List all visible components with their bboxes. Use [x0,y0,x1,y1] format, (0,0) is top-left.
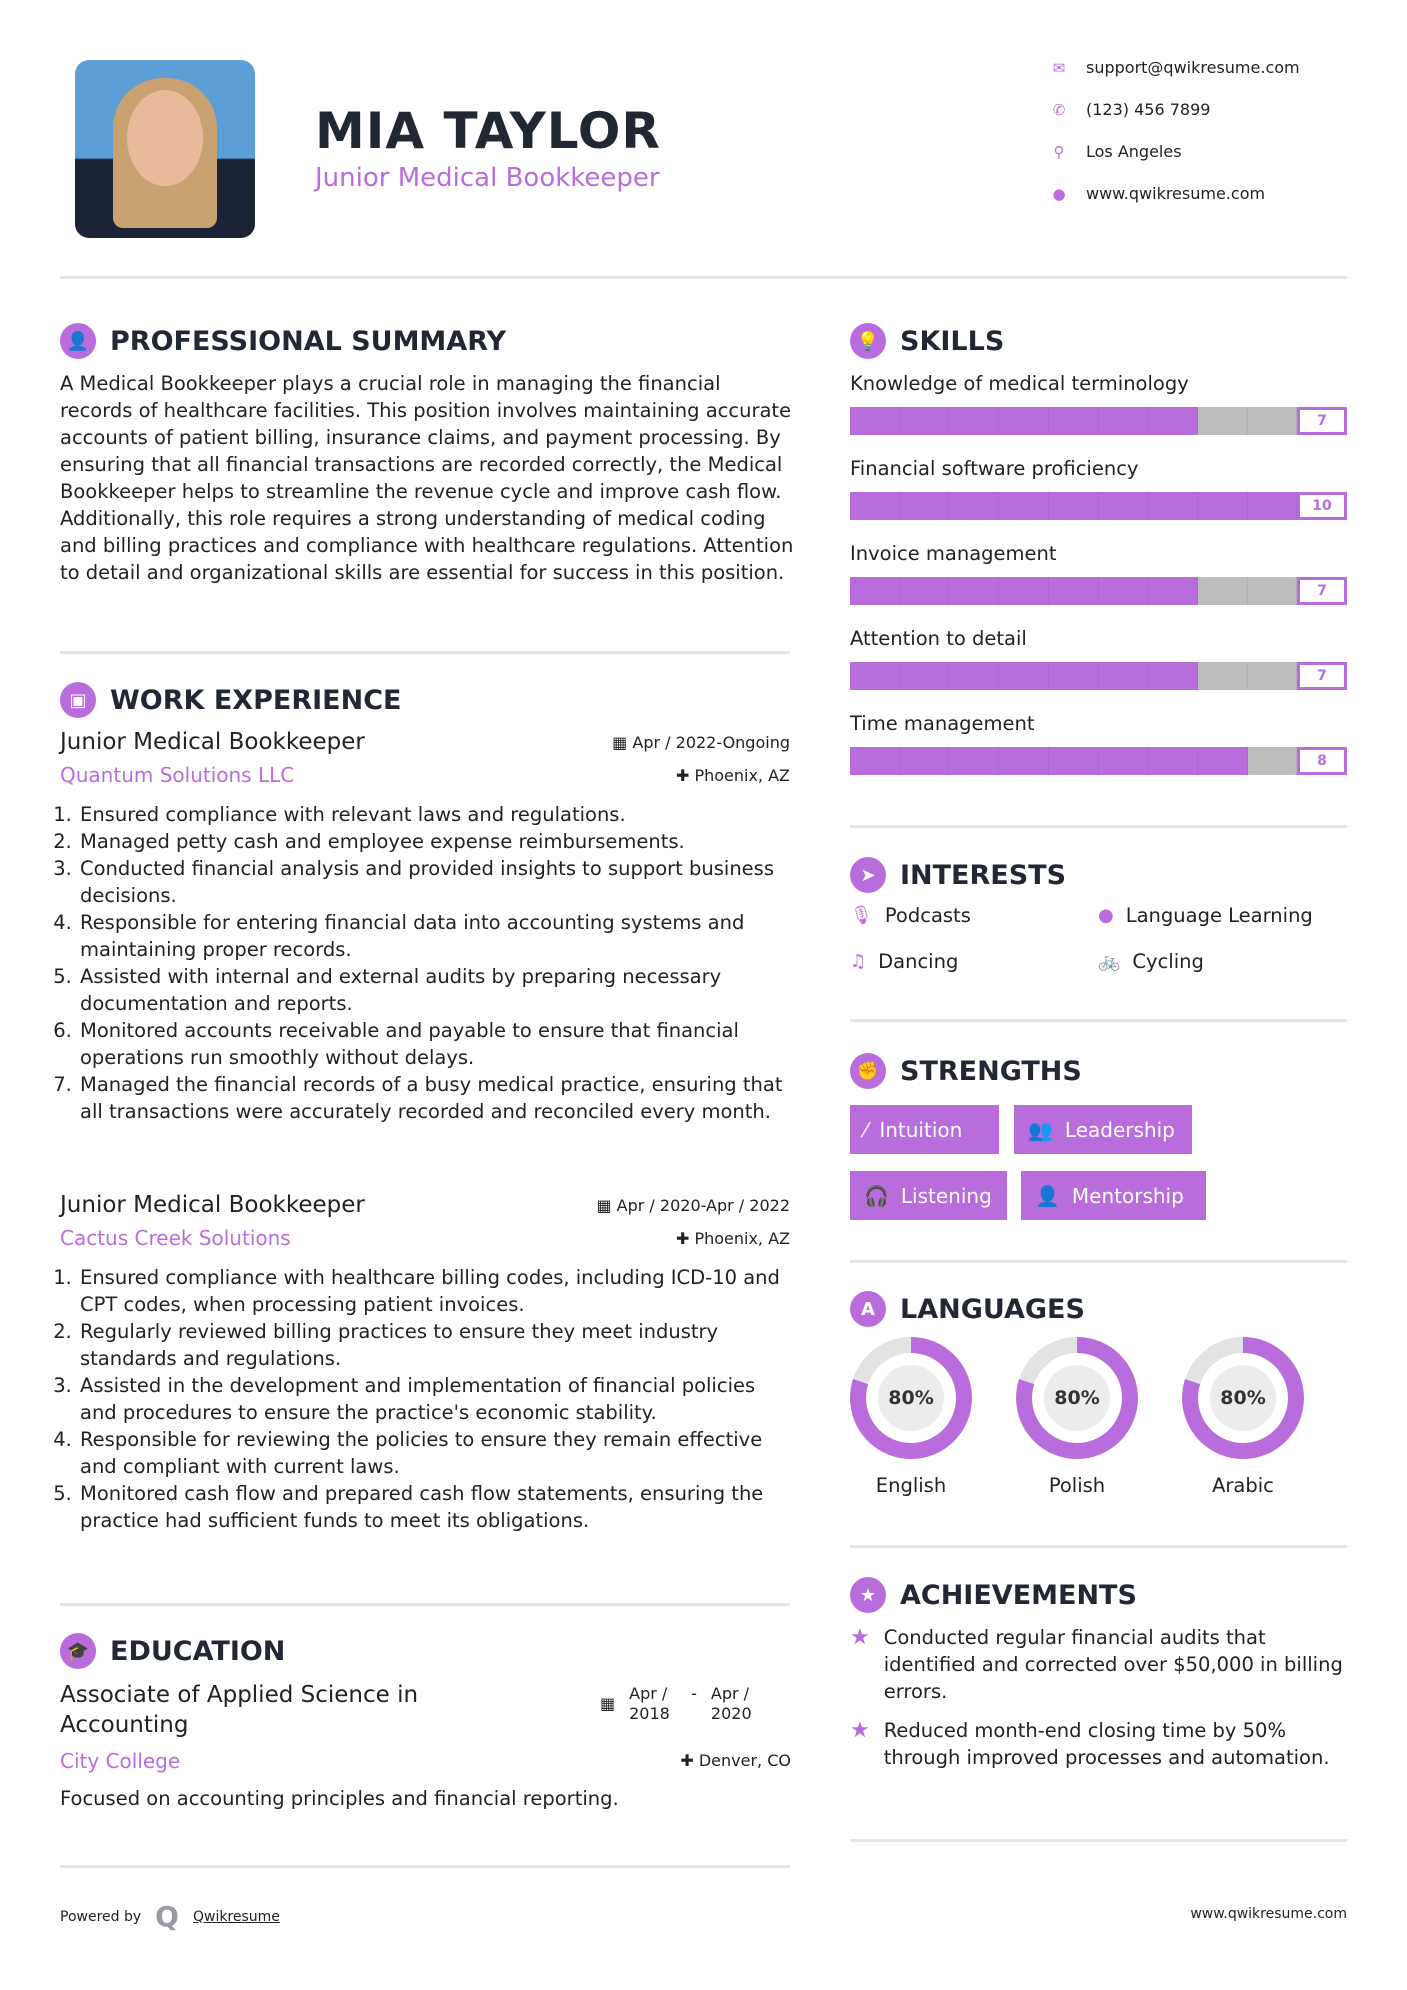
bar-segment [949,662,999,690]
interest-label: Cycling [1132,950,1204,973]
bar-segment [1148,577,1198,605]
bar-segment [1148,662,1198,690]
tag-label: Listening [900,1183,992,1208]
skill-item [850,712,1347,775]
strength-tag [850,1105,999,1154]
interest-item [850,950,958,973]
skill-bar [850,577,1347,605]
map-pin-icon: ⚲ [1053,142,1065,161]
bar-segment [1248,662,1298,690]
list-item: 2. Managed petty cash and employee expense reimbursements. [78,828,790,855]
start-date: Apr / 2018 [629,1684,670,1723]
school-name: City College [60,1749,181,1773]
bar-segment [900,407,950,435]
list-item: 5. Assisted with internal and external audits by preparing necessary documentation and reports. [78,963,790,1017]
summary-heading [60,323,506,359]
pushpin-icon: ✚ [675,765,690,785]
contact-location [1050,142,1182,161]
skill-bar [850,662,1347,690]
footer-powered [60,1900,280,1933]
bar-segment [949,577,999,605]
language-percent: 80% [1044,1365,1110,1431]
job-title: Junior Medical Bookkeeper [60,729,365,755]
star-icon: ★ [850,1718,870,1743]
bar-segment [1198,747,1248,775]
bar-segment [1148,747,1198,775]
company-name: Cactus Creek Solutions [60,1226,291,1250]
summary-text: A Medical Bookkeeper plays a crucial role in managing the financial records of healthcare facilities. This position involves maintaining accurate accounts of patient billing, insurance claims, and payment processing. By ensuring that all financial transactions are recorded correctly, the Medical Bookkeeper helps to streamline the revenue cycle and improve cash flow. Additionally, this role requires a strong understanding of medical coding and billing practices and compliance with healthcare regulations. Attention to detail and organizational skills are essential for success in this position. [60,372,794,584]
bar-segment [850,577,900,605]
language-name: Polish [1048,1474,1106,1497]
phone-icon: ✆ [1052,100,1066,119]
skill-level: 7 [1297,662,1347,690]
bar-segment [1099,662,1149,690]
globe-icon: ● [1098,905,1114,926]
bar-segment [999,577,1049,605]
bar-segment [850,492,900,520]
list-item: 5. Monitored cash flow and prepared cash flow statements, ensuring the practice had sufficient funds to meet its obligations. [78,1480,790,1534]
calendar-icon: ▦ [600,1694,616,1713]
skill-bar [850,407,1347,435]
calendar-icon: ▦ [596,1195,612,1215]
achievement-text: Conducted regular financial audits that identified and corrected over $50,000 in billing errors. [883,1626,1343,1703]
contact-text: (123) 456 7899 [1086,100,1211,119]
bar-segment [949,747,999,775]
job-bullets [60,1264,790,1534]
date-separator: - [691,1684,697,1703]
skill-item [850,542,1347,605]
skill-bar [850,747,1347,775]
bar-segment [1148,407,1198,435]
heading-text: WORK EXPERIENCE [110,684,402,716]
bar-segment [1198,577,1248,605]
bar-segment [999,492,1049,520]
bar-segment [949,407,999,435]
skill-level: 7 [1297,577,1347,605]
bicycle-icon: 🚲 [1098,951,1121,972]
bar-segment [1248,577,1298,605]
divider [60,276,1347,279]
divider [60,1603,790,1606]
job-title: Junior Medical Bookkeeper [60,1192,365,1218]
skill-name: Financial software proficiency [850,457,1139,480]
language-donut [850,1337,972,1459]
pushpin-icon: ✚ [680,1751,694,1770]
star-badge-icon: ★ [850,1577,886,1613]
interest-label: Podcasts [884,904,971,927]
job-location [676,766,790,785]
skill-level: 7 [1297,407,1347,435]
job-bullets [60,801,790,1125]
contact-email [1050,58,1300,77]
heading-text: PROFESSIONAL SUMMARY [110,325,507,357]
skill-name: Attention to detail [850,627,1027,650]
qwikresume-logo-icon: Q [155,1900,179,1933]
bar-segment [999,407,1049,435]
skill-name: Time management [850,712,1035,735]
strength-tag [1014,1105,1192,1154]
interests-heading [850,857,1066,893]
qwikresume-link[interactable]: Qwikresume [192,1908,280,1925]
contact-website [1050,184,1265,203]
list-item: 1. Ensured compliance with relevant laws and regulations. [78,801,790,828]
achievement-text: Reduced month-end closing time by 50% through improved processes and automation. [883,1719,1330,1769]
graduate-icon: 🎓 [60,1633,96,1669]
bar-segment [1049,492,1099,520]
footer-website[interactable]: www.qwikresume.com [1190,1906,1347,1922]
bar-segment [999,747,1049,775]
candidate-title: Junior Medical Bookkeeper [315,163,660,193]
education-description: Focused on accounting principles and financial reporting. [60,1787,619,1810]
bar-segment [1248,492,1298,520]
job-date [596,1196,790,1215]
heading-text: INTERESTS [900,859,1067,891]
interest-label: Language Learning [1125,904,1313,927]
contact-text: support@qwikresume.com [1086,58,1300,77]
bar-segment [850,747,900,775]
lightbulb-icon: 💡 [850,323,886,359]
bar-segment [850,407,900,435]
achievements-heading [850,1577,1137,1613]
divider [60,1865,790,1868]
bar-segment [1248,747,1298,775]
microphone-icon: 🎙 [850,905,873,926]
user-plus-icon: 👤 [1035,1183,1060,1208]
calendar-icon: ▦ [612,732,628,752]
strength-tag [850,1171,1007,1220]
bar-segment [1148,492,1198,520]
bar-segment [1198,407,1248,435]
envelope-icon: ✉ [1052,58,1066,77]
bar-segment [850,662,900,690]
experience-heading [60,682,401,718]
users-icon: 👥 [1028,1117,1053,1142]
strength-tag [1021,1171,1206,1220]
bar-segment [900,492,950,520]
list-item: 4. Responsible for reviewing the policies to ensure they remain effective and compliant with current laws. [78,1426,790,1480]
star-icon: ★ [850,1625,870,1650]
job-location [676,1229,790,1248]
music-icon: ♫ [850,951,867,972]
heading-text: EDUCATION [110,1635,286,1667]
interest-item [850,904,971,927]
divider [60,651,790,654]
divider [850,1019,1347,1022]
language-name: Arabic [1212,1474,1274,1497]
skill-item [850,457,1347,520]
language-name: English [875,1474,947,1497]
tag-label: Leadership [1064,1117,1175,1142]
bar-segment [949,492,999,520]
degree-title: Associate of Applied Science in Accounting [60,1682,419,1738]
date-text: Apr / 2020-Apr / 2022 [616,1195,790,1215]
tag-label: Mentorship [1071,1183,1184,1208]
date-text: Apr / 2022-Ongoing [632,732,790,752]
globe-icon: ● [1052,184,1066,203]
skill-name: Invoice management [850,542,1057,565]
skill-level: 10 [1297,492,1347,520]
list-item: 3. Conducted financial analysis and provided insights to support business decisions. [78,855,790,909]
list-item: 6. Monitored accounts receivable and payable to ensure that financial operations run smoothly without delays. [78,1017,790,1071]
education-location [680,1751,791,1770]
list-item: 7. Managed the financial records of a busy medical practice, ensuring that all transactions were accurately recorded and reconciled every month. [78,1071,790,1125]
contact-phone [1050,100,1210,119]
list-item: 4. Responsible for entering financial data into accounting systems and maintaining proper records. [78,909,790,963]
contact-text: Los Angeles [1086,142,1182,161]
end-date: Apr / 2020 [710,1684,752,1723]
interest-item [1098,950,1204,973]
bar-segment [1099,492,1149,520]
strengths-heading [850,1053,1082,1089]
headphones-icon: 🎧 [864,1183,889,1208]
bar-segment [1099,577,1149,605]
candidate-name: MIA TAYLOR [315,102,661,160]
list-item: 1. Ensured compliance with healthcare billing codes, including ICD-10 and CPT codes, when processing patient invoices. [78,1264,790,1318]
job-entry [60,729,790,1125]
bar-segment [1248,407,1298,435]
skill-level: 8 [1297,747,1347,775]
company-name: Quantum Solutions LLC [60,763,295,787]
bar-segment [1099,407,1149,435]
interest-label: Dancing [878,950,959,973]
magic-wand-icon: ⁄ [864,1117,868,1142]
bar-segment [1049,747,1099,775]
bar-segment [900,747,950,775]
achievement-item [850,1624,1347,1705]
education-heading [60,1633,285,1669]
language-percent: 80% [1210,1365,1276,1431]
pushpin-icon: ✚ [675,1228,690,1248]
divider [850,825,1347,828]
skills-heading [850,323,1004,359]
language-donut [1016,1337,1138,1459]
paper-plane-icon: ➤ [850,857,886,893]
contact-text: www.qwikresume.com [1086,184,1266,203]
language-donut [1182,1337,1304,1459]
skill-item [850,627,1347,690]
language-percent: 80% [878,1365,944,1431]
powered-by-text: Powered by [60,1908,142,1925]
location-text: Denver, CO [698,1751,791,1770]
translate-icon: A [850,1291,886,1327]
skill-name: Knowledge of medical terminology [850,372,1189,395]
bar-segment [1099,747,1149,775]
briefcase-icon: ▣ [60,682,96,718]
user-icon: 👤 [60,323,96,359]
skill-item [850,372,1347,435]
location-text: Phoenix, AZ [694,765,790,785]
bar-segment [1049,407,1099,435]
divider [850,1260,1347,1263]
skill-bar [850,492,1347,520]
heading-text: LANGUAGES [900,1293,1085,1325]
bar-segment [1049,662,1099,690]
education-dates [600,1684,759,1724]
achievement-item [850,1717,1347,1771]
divider [850,1839,1347,1842]
bar-segment [1198,662,1248,690]
bar-segment [1049,577,1099,605]
profile-photo [75,60,255,238]
heading-text: STRENGTHS [900,1055,1082,1087]
divider [850,1545,1347,1548]
job-date [612,733,790,752]
tag-label: Intuition [879,1117,963,1142]
fist-icon: ✊ [850,1053,886,1089]
bar-segment [900,577,950,605]
heading-text: ACHIEVEMENTS [900,1579,1137,1611]
interest-item [1098,904,1313,927]
bar-segment [1198,492,1248,520]
job-entry [60,1192,790,1534]
bar-segment [900,662,950,690]
bar-segment [999,662,1049,690]
location-text: Phoenix, AZ [694,1228,790,1248]
list-item: 2. Regularly reviewed billing practices to ensure they meet industry standards and regulations. [78,1318,790,1372]
languages-heading [850,1291,1085,1327]
list-item: 3. Assisted in the development and implementation of financial policies and procedures to ensure the practice's economic stability. [78,1372,790,1426]
heading-text: SKILLS [900,325,1005,357]
